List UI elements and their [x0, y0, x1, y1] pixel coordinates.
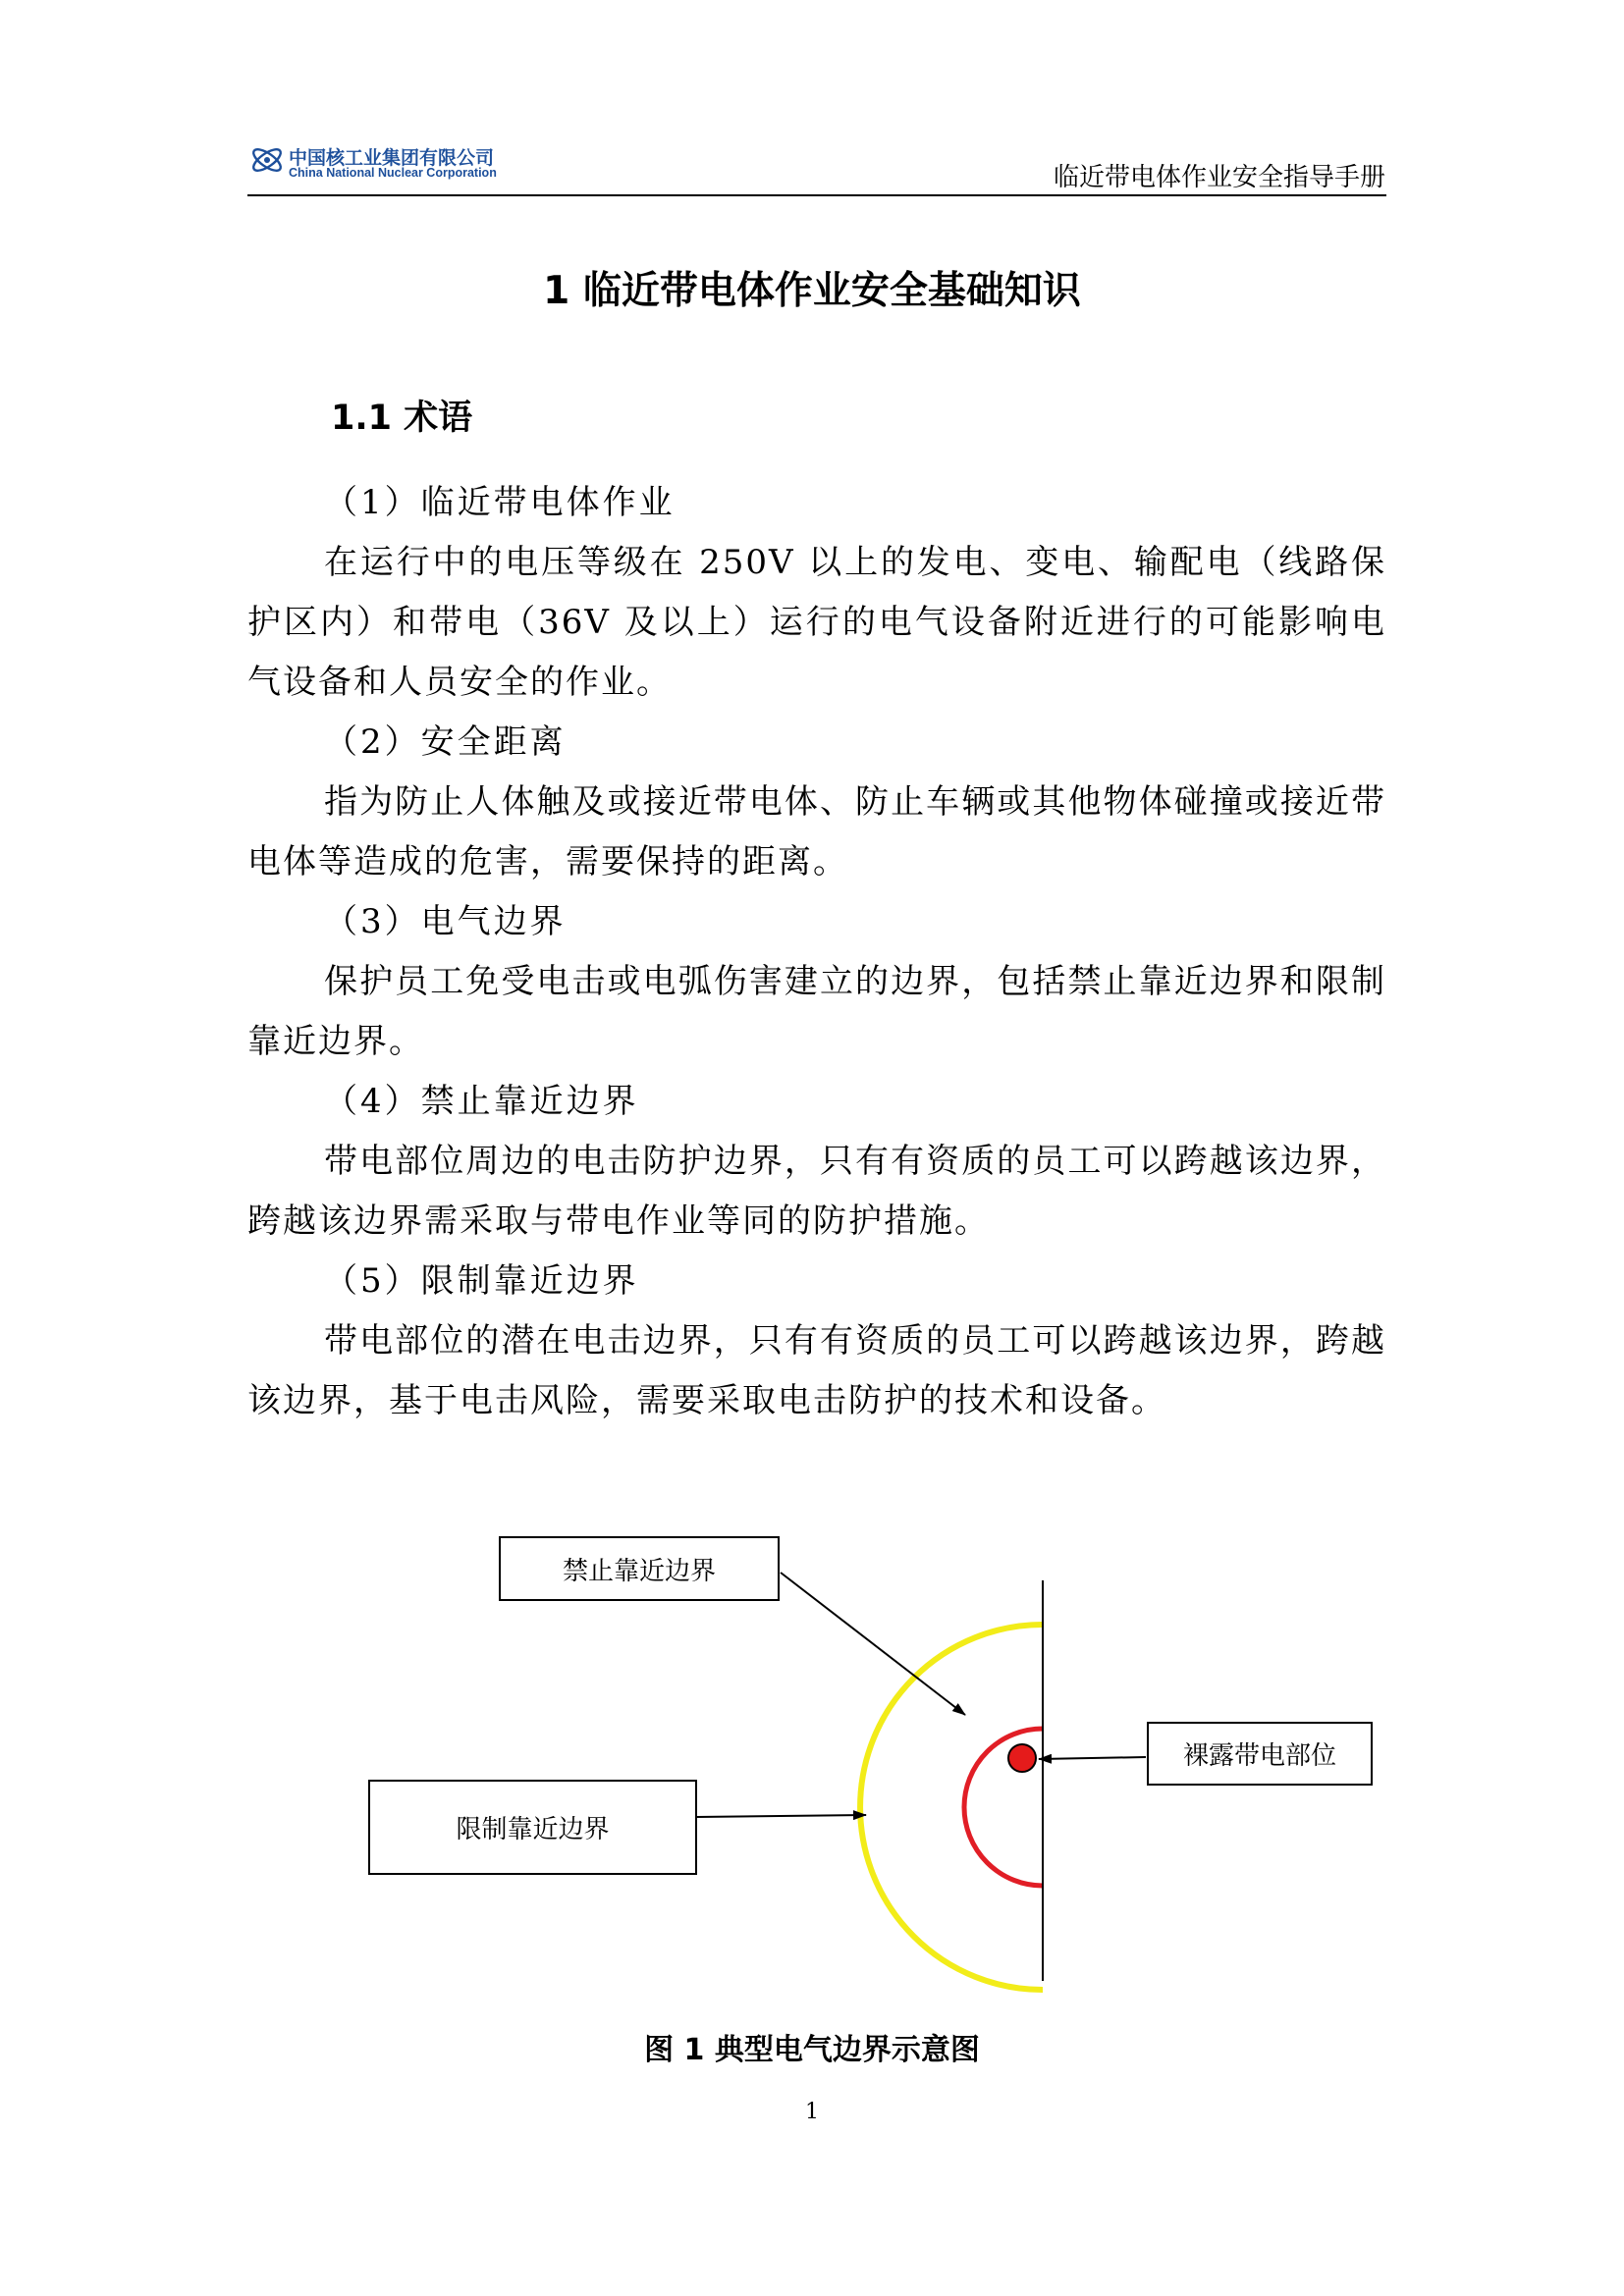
term-definition: 带电部位的潜在电击边界，只有有资质的员工可以跨越该边界，跨越该边界，基于电击风险，需要采取电击防护的技术和设备。 [247, 1321, 1386, 1420]
term-heading: （2）安全距离 [324, 722, 567, 762]
atom-logo-icon [248, 141, 286, 179]
term-heading: （3）电气边界 [324, 902, 567, 941]
logo-chinese-name: 中国核工业集团有限公司 [289, 147, 495, 169]
diagram-canvas [0, 1512, 1624, 2002]
live-part-arrow [1039, 1757, 1146, 1759]
term-heading: （5）限制靠近边界 [324, 1261, 639, 1301]
term-definition: 在运行中的电压等级在 250V 以上的发电、变电、输配电（线路保护区内）和带电（36V 及以上）运行的电气设备附近进行的可能影响电气设备和人员安全的作业。 [247, 543, 1386, 702]
header-divider [247, 194, 1386, 196]
chapter-title: 1 临近带电体作业安全基础知识 [543, 269, 1081, 313]
prohibited-boundary-label: 禁止靠近边界 [499, 1536, 780, 1601]
page-number: 1 [805, 2100, 819, 2124]
live-part-dot [1008, 1744, 1036, 1772]
term-heading: （1）临近带电体作业 [324, 483, 676, 522]
term-heading: （4）禁止靠近边界 [324, 1082, 639, 1121]
logo-english-name: China National Nuclear Corporation [289, 166, 497, 180]
term-definition: 保护员工免受电击或电弧伤害建立的边界，包括禁止靠近边界和限制靠近边界。 [247, 962, 1386, 1061]
term-definition: 指为防止人体触及或接近带电体、防止车辆或其他物体碰撞或接近带电体等造成的危害，需要保持的距离。 [247, 782, 1386, 881]
electrical-boundary-diagram [0, 1512, 1624, 2002]
body-text [247, 473, 1386, 1431]
limited-boundary-arrow [696, 1815, 866, 1817]
term-definition: 带电部位周边的电击防护边界，只有有资质的员工可以跨越该边界，跨越该边界需采取与带电作业等同的防护措施。 [247, 1142, 1386, 1241]
figure-caption: 图 1 典型电气边界示意图 [644, 2033, 980, 2067]
header-title: 临近带电体作业安全指导手册 [1053, 163, 1385, 192]
section-title: 1.1 术语 [331, 399, 473, 438]
limited-boundary-label: 限制靠近边界 [368, 1780, 697, 1875]
limited-approach-boundary-arc [860, 1625, 1043, 1990]
prohibited-boundary-arrow [781, 1573, 965, 1715]
live-part-label: 裸露带电部位 [1147, 1722, 1373, 1786]
company-logo [248, 139, 504, 188]
